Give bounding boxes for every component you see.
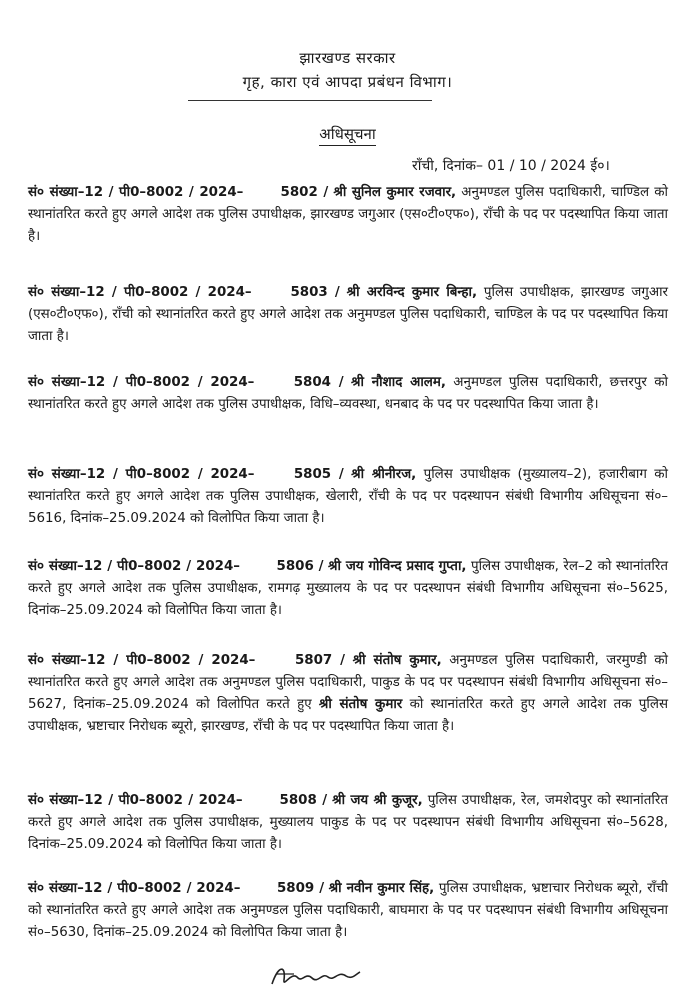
memo-number: 5802 / [280, 185, 329, 200]
reference-number: सं० संख्या–12 / पी0–8002 / 2024– [28, 653, 256, 668]
entry-5803 [28, 282, 668, 348]
dateline: राँची, दिनांक– 01 / 10 / 2024 ई०। [412, 158, 610, 174]
memo-number: 5806 / [276, 559, 324, 574]
entry-5805 [28, 464, 668, 530]
reference-number: सं० संख्या–12 / पी0–8002 / 2024– [28, 793, 243, 808]
reference-number: सं० संख्या–12 / पी0–8002 / 2024– [28, 375, 255, 390]
officer-name: श्री जय गोविन्द प्रसाद गुप्ता, [328, 559, 467, 574]
memo-number: 5805 / [293, 467, 344, 482]
officer-name: श्री अरविन्द कुमार बिन्हा, [346, 285, 478, 300]
officer-name: श्री श्रीनीरज, [351, 467, 417, 482]
entry-text: पुलिस उपाधीक्षक, भ्रष्टाचार निरोधक ब्यूरो, राँची को स्थानांतरित करते हुए अगले आदेश तक अनुमण्डल पुलिस पदाधिकारी, बाघमारा के पद पर पदस्थापन संबंधी विभागीय अधिसूचना सं०–5630, दिनांक–25.09.2024 को विलोपित किया जाता है। [28, 881, 668, 940]
entry-text: पुलिस उपाधीक्षक, रेल–2 को स्थानांतरित करते हुए अगले आदेश तक पुलिस उपाधीक्षक, रामगढ़ मुख्यालय के पद पर पदस्थापन संबंधी विभागीय अधिसूचना सं०–5625, दिनांक–25.09.2024 को विलोपित किया जाता है। [28, 559, 668, 618]
memo-number: 5808 / [279, 793, 328, 808]
reference-number: सं० संख्या–12 / पी0–8002 / 2024– [28, 285, 252, 300]
officer-name: श्री संतोष कुमार, [352, 653, 442, 668]
entry-5808 [28, 790, 668, 856]
memo-number: 5804 / [293, 375, 344, 390]
officer-name: श्री सुनिल कुमार रजवार, [333, 185, 457, 200]
entry-text: पुलिस उपाधीक्षक, झारखण्ड जगुआर (एस०टी०एफ०), राँची को स्थानांतरित करते हुए अगले आदेश तक अनुमण्डल पुलिस पदाधिकारी, चाण्डिल के पद पर पदस्थापित किया जाता है। [28, 285, 668, 344]
department-name: गृह, कारा एवं आपदा प्रबंधन विभाग। [242, 73, 453, 91]
notification-title: अधिसूचना [0, 124, 695, 144]
reference-number: सं० संख्या–12 / पी0–8002 / 2024– [28, 467, 255, 482]
officer-name: श्री जय श्री कुजूर, [332, 793, 423, 808]
entry-text: अनुमण्डल पुलिस पदाधिकारी, जरमुण्डी को स्थानांतरित करते हुए अगले आदेश तक अनुमण्डल पुलिस पदाधिकारी, पाकुड के पद पर पदस्थापन संबंधी विभागीय अधिसूचना सं०–5627, दिनांक–25.09.2024 को विलोपित करते हुए [28, 653, 668, 712]
signature [268, 960, 364, 990]
entry-5804 [28, 372, 668, 416]
header-divider [188, 100, 432, 101]
entry-text: पुलिस उपाधीक्षक (मुख्यालय–2), हजारीबाग को स्थानांतरित करते हुए अगले आदेश तक पुलिस उपाधीक्षक, खेलारी, राँची के पद पर पदस्थापन संबंधी विभागीय अधिसूचना सं०–5616, दिनांक–25.09.2024 को विलोपित किया जाता है। [28, 467, 668, 526]
officer-name: श्री नवीन कुमार सिंह, [328, 881, 435, 896]
entry-5809 [28, 878, 668, 944]
entry-5802 [28, 182, 668, 248]
reference-number: सं० संख्या–12 / पी0–8002 / 2024– [28, 881, 241, 896]
officer-name-repeat: श्री संतोष कुमार [318, 697, 403, 712]
entry-text: अनुमण्डल पुलिस पदाधिकारी, चाण्डिल को स्थानांतरित करते हुए अगले आदेश तक पुलिस उपाधीक्षक, झारखण्ड जगुआर (एस०टी०एफ०), राँची के पद पर पदस्थापित किया जाता है। [28, 185, 669, 244]
memo-number: 5803 / [290, 285, 340, 300]
entry-text: पुलिस उपाधीक्षक, रेल, जमशेदपुर को स्थानांतरित करते हुए अगले आदेश तक पुलिस उपाधीक्षक, मुख्यालय पाकुड के पद पर पदस्थापन संबंधी विभागीय अधिसूचना सं०–5628, दिनांक–25.09.2024 को विलोपित किया जाता है। [28, 793, 668, 852]
officer-name: श्री नौशाद आलम, [351, 375, 446, 390]
memo-number: 5807 / [294, 653, 346, 668]
entry-5806 [28, 556, 668, 622]
entry-5807 [28, 650, 668, 738]
reference-number: सं० संख्या–12 / पी0–8002 / 2024– [28, 559, 241, 574]
reference-number: सं० संख्या–12 / पी0–8002 / 2024– [28, 185, 244, 200]
memo-number: 5809 / [276, 881, 325, 896]
government-name: झारखण्ड सरकार [299, 49, 396, 67]
document-header [0, 46, 695, 94]
entry-text: अनुमण्डल पुलिस पदाधिकारी, छत्तरपुर को स्थानांतरित करते हुए अगले आदेश तक पुलिस उपाधीक्षक, विधि–व्यवस्था, धनबाद के पद पर पदस्थापित किया जाता है। [28, 375, 668, 412]
entry-text-continued: को स्थानांतरित करते हुए अगले आदेश तक पुलिस उपाधीक्षक, भ्रष्टाचार निरोधक ब्यूरो, झारखण्ड, राँची के पद पर पदस्थापित किया जाता है। [28, 697, 668, 734]
